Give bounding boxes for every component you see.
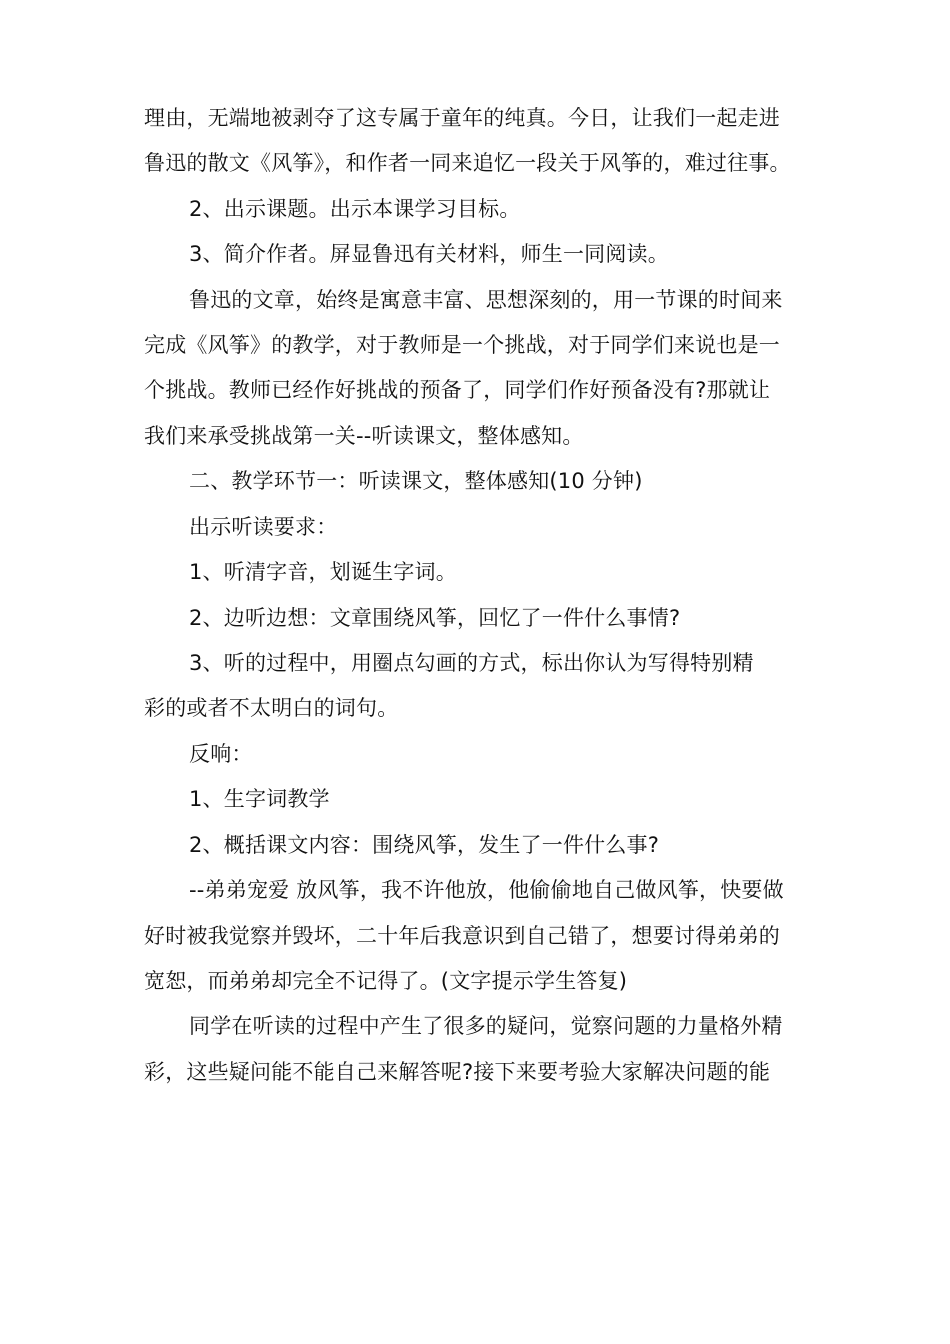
text-line: 好时被我觉察并毁坏，二十年后我意识到自己错了，想要讨得弟弟的 [144, 924, 780, 948]
text-line: 2、出示课题。出示本课学习目标。 [189, 197, 521, 221]
text-line: 个挑战。教师已经作好挑战的预备了，同学们作好预备没有?那就让 [144, 378, 771, 402]
text-line: 理由，无端地被剥夺了这专属于童年的纯真。今日，让我们一起走进 [144, 106, 780, 130]
text-line: --弟弟宠爱 放风筝，我不许他放，他偷偷地自己做风筝，快要做 [189, 878, 784, 902]
text-line: 3、简介作者。屏显鲁迅有关材料，师生一同阅读。 [189, 242, 669, 266]
section-heading: 二、教学环节一：听读课文，整体感知(10 分钟) [189, 469, 643, 493]
text-line: 彩的或者不太明白的词句。 [144, 696, 399, 720]
text-line: 鲁迅的文章，始终是寓意丰富、思想深刻的，用一节课的时间来 [189, 288, 783, 312]
text-line: 2、概括课文内容：围绕风筝，发生了一件什么事? [189, 833, 660, 857]
text-line: 彩，这些疑问能不能自己来解答呢?接下来要考验大家解决问题的能 [144, 1060, 771, 1084]
text-line: 1、听清字音，划诞生字词。 [189, 560, 457, 584]
text-line: 1、生字词教学 [189, 787, 330, 811]
text-line: 完成《风筝》的教学，对于教师是一个挑战，对于同学们来说也是一 [144, 333, 780, 357]
text-line: 我们来承受挑战第一关--听读课文，整体感知。 [144, 424, 584, 448]
text-line: 鲁迅的散文《风筝》，和作者一同来追忆一段关于风筝的，难过往事。 [144, 151, 791, 175]
text-line: 反响： [189, 742, 253, 766]
text-line: 2、边听边想：文章围绕风筝，回忆了一件什么事情? [189, 606, 681, 630]
text-line: 3、听的过程中，用圈点勾画的方式，标出你认为写得特别精 [189, 651, 754, 675]
text-line: 宽恕，而弟弟却完全不记得了。(文字提示学生答复) [144, 969, 628, 993]
text-line: 出示听读要求： [189, 515, 338, 539]
text-line: 同学在听读的过程中产生了很多的疑问，觉察问题的力量格外精 [189, 1014, 783, 1038]
